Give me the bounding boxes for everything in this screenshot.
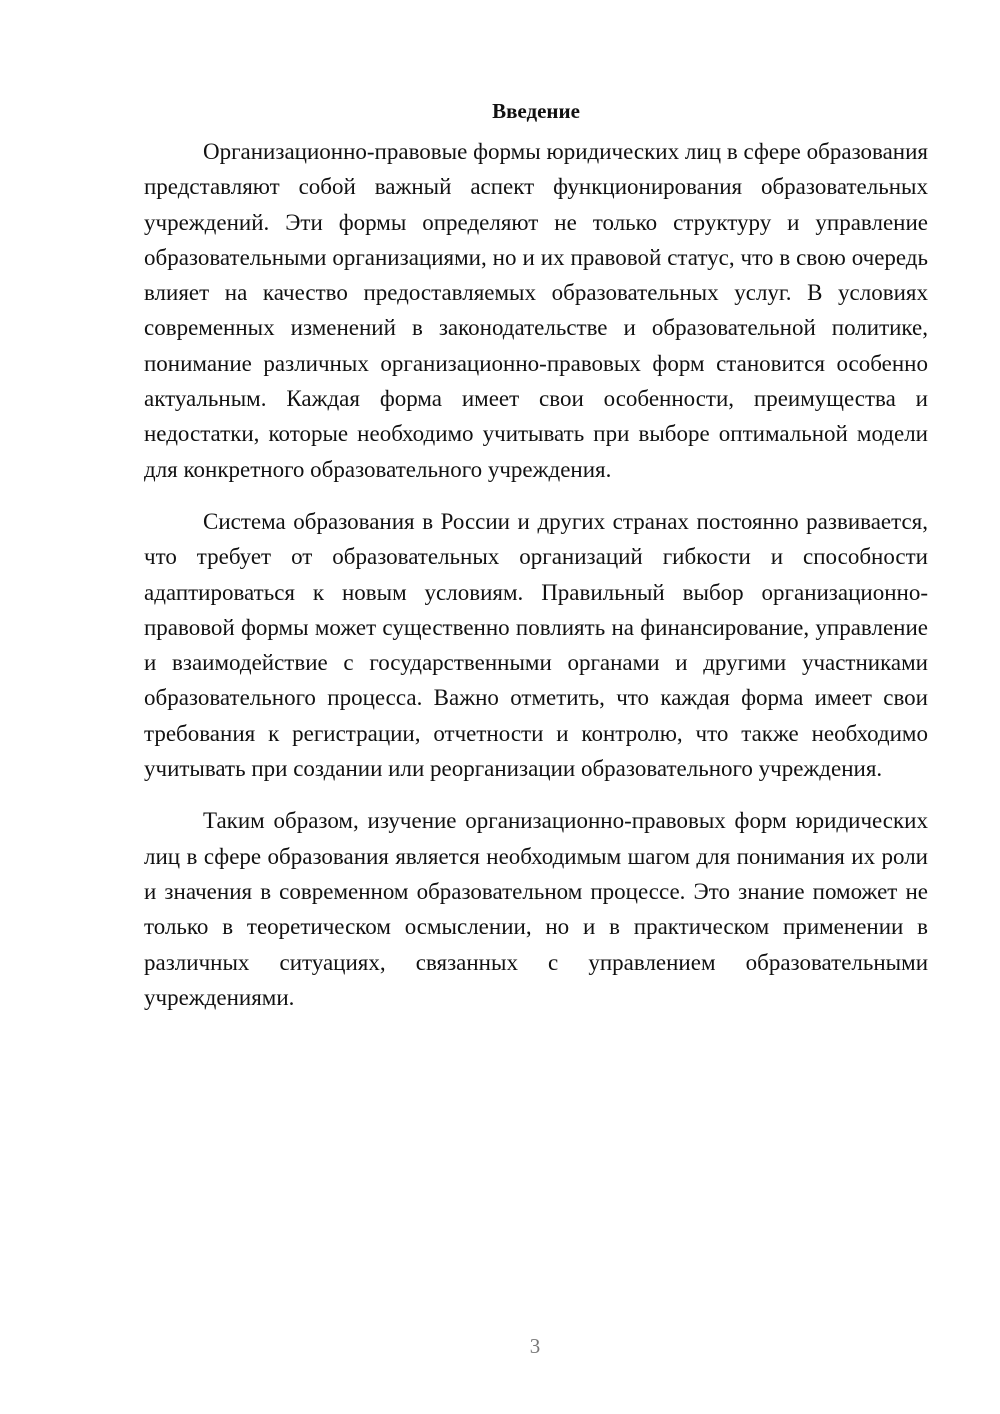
paragraph-3: Таким образом, изучение организационно-правовых форм юридических лиц в сфере образования является необходимым шагом для понимания их роли и значения в современном образовательном процессе. Это знание поможет не только в теоретическом осмыслении, но и в практическом применении в различных ситуациях, связанных с управлением образовательными учреждениями. bbox=[144, 808, 928, 1010]
section-title: Введение bbox=[492, 99, 580, 123]
paragraph-1: Организационно-правовые формы юридических лиц в сфере образования представляют собой важный аспект функционирования образовательных учреждений. Эти формы определяют не только структуру и управление образовательными организациями, но и их правовой статус, что в свою очередь влияет на качество предоставляемых образовательных услуг. В условиях современных изменений в законодательстве и образовательной политике, понимание различных организационно-правовых форм становится особенно актуальным. Каждая форма имеет свои особенности, преимущества и недостатки, которые необходимо учитывать при выборе оптимальной модели для конкретного образовательного учреждения. bbox=[144, 139, 928, 482]
paragraph-2: Система образования в России и других странах постоянно развивается, что требует от образовательных организаций гибкости и способности адаптироваться к новым условиям. Правильный выбор организационно-правовой формы может существенно повлиять на финансирование, управление и взаимодействие с государственными органами и другими участниками образовательного процесса. Важно отметить, что каждая форма имеет свои требования к регистрации, отчетности и контролю, что также необходимо учитывать при создании или реорганизации образовательного учреждения. bbox=[144, 508, 928, 782]
document-body bbox=[144, 96, 928, 1015]
page-number: 3 bbox=[529, 1334, 541, 1358]
